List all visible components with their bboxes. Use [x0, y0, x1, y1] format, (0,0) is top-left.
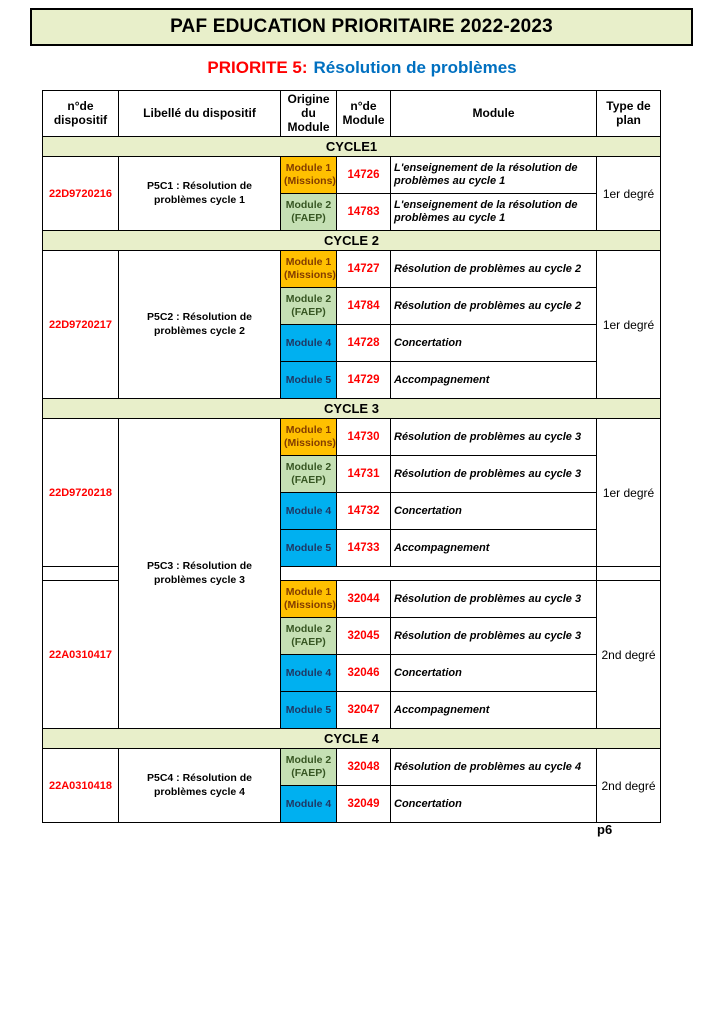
header-origine: Origine du Module	[281, 91, 337, 137]
origin-line1: Module 1	[285, 162, 332, 175]
banner-title: PAF EDUCATION PRIORITAIRE 2022-2023	[170, 16, 553, 37]
origin-cell	[281, 749, 337, 786]
module-number-cell: 14730	[337, 419, 391, 456]
libelle-cell: P5C4 : Résolution de problèmes cycle 4	[119, 749, 281, 823]
module-desc-cell: Concertation	[391, 786, 597, 823]
module-desc-cell: Accompagnement	[391, 692, 597, 729]
dispositif-cell: 22D9720218	[43, 419, 119, 567]
section-title-cell: CYCLE 3	[43, 399, 661, 419]
origin-cell	[281, 493, 337, 530]
section-title-cell: CYCLE1	[43, 137, 661, 157]
module-desc-cell: Accompagnement	[391, 362, 597, 399]
origin-cell	[281, 194, 337, 231]
origin-line2: (FAEP)	[291, 767, 326, 780]
module-desc-cell: L'enseignement de la résolution de problèmes au cycle 1	[391, 194, 597, 231]
module-desc-cell: Résolution de problèmes au cycle 2	[391, 251, 597, 288]
origin-cell	[281, 530, 337, 567]
origin-line1: Module 5	[285, 703, 332, 716]
libelle-cell: P5C3 : Résolution de problèmes cycle 3	[119, 419, 281, 729]
origin-cell	[281, 786, 337, 823]
module-number-cell: 14784	[337, 288, 391, 325]
origin-cell	[281, 692, 337, 729]
origin-line1: Module 1	[285, 424, 332, 437]
section-title-cell: CYCLE 4	[43, 729, 661, 749]
type-plan-cell: 2nd degré	[597, 749, 661, 823]
module-desc-cell: Concertation	[391, 325, 597, 362]
spacer-cell	[597, 567, 661, 581]
module-number-cell: 14731	[337, 456, 391, 493]
type-plan-cell: 1er degré	[597, 419, 661, 567]
module-desc-cell: Résolution de problèmes au cycle 3	[391, 419, 597, 456]
module-number-cell: 32046	[337, 655, 391, 692]
origin-cell	[281, 419, 337, 456]
module-number-cell: 32044	[337, 581, 391, 618]
table-header-row	[43, 91, 661, 137]
module-desc-cell: L'enseignement de la résolution de problèmes au cycle 1	[391, 157, 597, 194]
section-header-cycle2	[43, 231, 661, 251]
section-header-cycle1	[43, 137, 661, 157]
module-number-cell: 14783	[337, 194, 391, 231]
origin-cell	[281, 456, 337, 493]
header-num-module: n°de Module	[337, 91, 391, 137]
page-number: p6	[597, 822, 613, 837]
module-number-cell: 32048	[337, 749, 391, 786]
origin-line2: (Missions)	[284, 437, 336, 450]
module-desc-cell: Résolution de problèmes au cycle 3	[391, 581, 597, 618]
module-number-cell: 32049	[337, 786, 391, 823]
origin-line2: (FAEP)	[291, 636, 326, 649]
origin-cell	[281, 157, 337, 194]
libelle-cell: P5C1 : Résolution de problèmes cycle 1	[119, 157, 281, 231]
document-banner	[30, 8, 693, 46]
section-header-cycle3	[43, 399, 661, 419]
spacer-cell	[43, 567, 119, 581]
table-row	[43, 419, 661, 456]
dispositif-cell: 22D9720217	[43, 251, 119, 399]
origin-line1: Module 1	[285, 256, 332, 269]
origin-cell	[281, 655, 337, 692]
origin-line2: (FAEP)	[291, 474, 326, 487]
modules-table	[42, 90, 661, 823]
origin-line2: (Missions)	[284, 599, 336, 612]
table-row	[43, 157, 661, 194]
module-desc-cell: Résolution de problèmes au cycle 2	[391, 288, 597, 325]
header-type-plan: Type de plan	[597, 91, 661, 137]
table-row	[43, 251, 661, 288]
section-header-cycle4	[43, 729, 661, 749]
origin-line1: Module 4	[285, 797, 332, 810]
module-number-cell: 14732	[337, 493, 391, 530]
origin-line1: Module 5	[285, 373, 332, 386]
dispositif-cell: 22A0310418	[43, 749, 119, 823]
origin-line1: Module 4	[285, 336, 332, 349]
module-desc-cell: Résolution de problèmes au cycle 4	[391, 749, 597, 786]
module-desc-cell: Résolution de problèmes au cycle 3	[391, 456, 597, 493]
page-title-priority: PRIORITE 5:	[207, 58, 308, 77]
origin-line1: Module 2	[285, 623, 332, 636]
origin-cell	[281, 362, 337, 399]
module-number-cell: 14727	[337, 251, 391, 288]
origin-cell	[281, 288, 337, 325]
module-number-cell: 14733	[337, 530, 391, 567]
module-number-cell: 14728	[337, 325, 391, 362]
header-module: Module	[391, 91, 597, 137]
module-desc-cell: Résolution de problèmes au cycle 3	[391, 618, 597, 655]
origin-line1: Module 2	[285, 461, 332, 474]
dispositif-cell: 22A0310417	[43, 581, 119, 729]
origin-line1: Module 4	[285, 504, 332, 517]
origin-cell	[281, 251, 337, 288]
module-desc-cell: Concertation	[391, 493, 597, 530]
origin-line1: Module 5	[285, 541, 332, 554]
origin-line2: (FAEP)	[291, 306, 326, 319]
origin-cell	[281, 325, 337, 362]
libelle-cell: P5C2 : Résolution de problèmes cycle 2	[119, 251, 281, 399]
origin-cell	[281, 581, 337, 618]
origin-line1: Module 2	[285, 754, 332, 767]
origin-line1: Module 2	[285, 293, 332, 306]
type-plan-cell: 2nd degré	[597, 581, 661, 729]
type-plan-cell: 1er degré	[597, 157, 661, 231]
page-title	[0, 58, 724, 78]
dispositif-cell: 22D9720216	[43, 157, 119, 231]
module-number-cell: 14726	[337, 157, 391, 194]
section-title-cell: CYCLE 2	[43, 231, 661, 251]
type-plan-cell: 1er degré	[597, 251, 661, 399]
module-desc-cell: Accompagnement	[391, 530, 597, 567]
origin-line1: Module 2	[285, 199, 332, 212]
module-number-cell: 14729	[337, 362, 391, 399]
origin-line2: (Missions)	[284, 269, 336, 282]
header-libelle: Libellé du dispositif	[119, 91, 281, 137]
spacer-cell	[281, 567, 597, 581]
origin-line2: (FAEP)	[291, 212, 326, 225]
page-title-subject: Résolution de problèmes	[313, 58, 517, 77]
module-number-cell: 32047	[337, 692, 391, 729]
origin-line1: Module 4	[285, 666, 332, 679]
origin-line1: Module 1	[285, 586, 332, 599]
header-dispositif: n°de dispositif	[43, 91, 119, 137]
origin-line2: (Missions)	[284, 175, 336, 188]
module-number-cell: 32045	[337, 618, 391, 655]
origin-cell	[281, 618, 337, 655]
module-desc-cell: Concertation	[391, 655, 597, 692]
table-row	[43, 749, 661, 786]
